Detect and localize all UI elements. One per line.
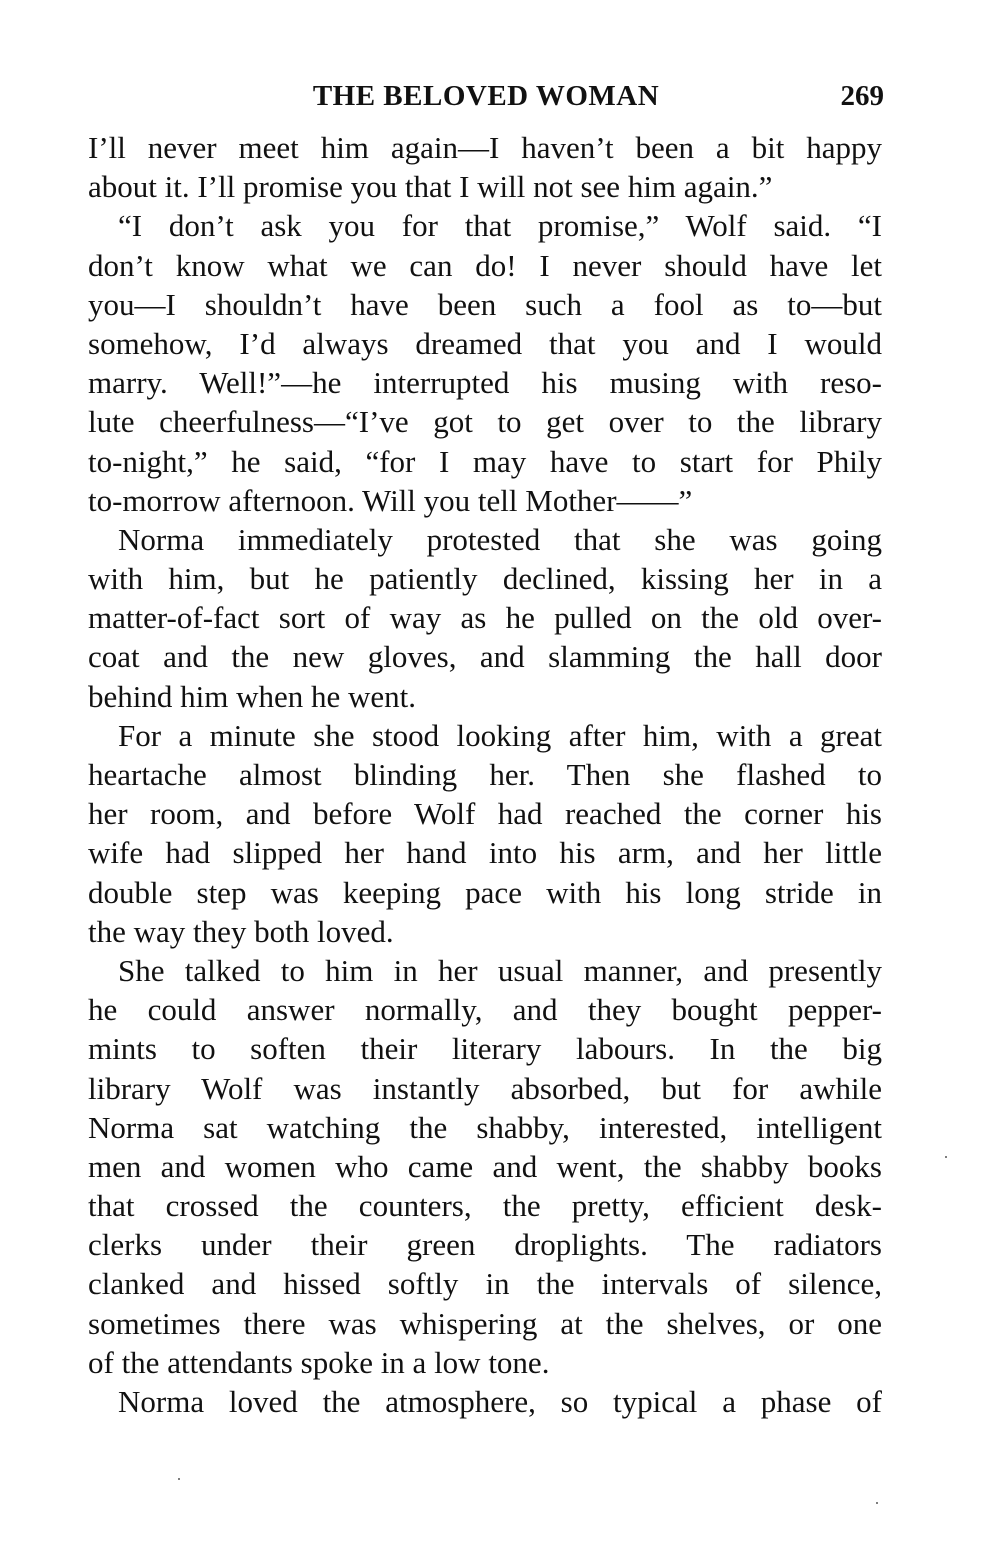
text-line: behind him when he went. [88,678,417,714]
text-line: of the attendants spoke in a low tone. [88,1344,550,1380]
text-line: to-night,” he said, “for I may have to start for Phily [88,443,882,479]
paper-speck [945,1156,947,1158]
text-line: matter-of-fact sort of way as he pulled on the old over- [88,600,882,636]
text-line: wife had slipped her hand into his arm, and her little [88,835,882,871]
text-line: the way they both loved. [88,913,394,949]
text-line: double step was keeping pace with his long stride in [88,874,882,910]
text-line: clanked and hissed softly in the intervals of silence, [88,1266,882,1302]
text-line: Norma sat watching the shabby, interested, intelligent [88,1109,882,1145]
body-text [88,128,882,1421]
text-line: somehow, I’d always dreamed that you and I would [88,325,882,361]
text-line: her room, and before Wolf had reached the corner his [88,796,882,832]
text-line: marry. Well!”—he interrupted his musing with reso- [88,365,882,401]
text-line: library Wolf was instantly absorbed, but for awhile [88,1070,882,1106]
text-line: Norma immediately protested that she was going [118,521,882,557]
text-line: mints to soften their literary labours. In the big [88,1031,882,1067]
text-line: men and women who came and went, the shabby books [88,1148,882,1184]
text-line: “I don’t ask you for that promise,” Wolf said. “I [118,208,882,244]
paper-speck [178,1478,180,1480]
text-line: don’t know what we can do! I never should have let [88,247,882,283]
text-line: he could answer normally, and they bought pepper- [88,992,882,1028]
text-line: sometimes there was whispering at the shelves, or one [88,1305,882,1341]
text-line: clerks under their green droplights. The radiators [88,1227,882,1263]
running-head [88,76,884,116]
text-line: I’ll never meet him again—I haven’t been a bit happy [88,130,882,165]
text-line: She talked to him in her usual manner, and presently [118,952,882,988]
text-line: that crossed the counters, the pretty, efficient desk- [88,1188,882,1224]
text-line: coat and the new gloves, and slamming the hall door [88,639,882,675]
text-line: Norma loved the atmosphere, so typical a phase of [118,1384,882,1419]
text-line: For a minute she stood looking after him, with a great [118,717,882,753]
page-number: 269 [840,80,884,112]
paper-speck [876,1502,878,1504]
text-line: to-morrow afternoon. Will you tell Mother——” [88,482,693,518]
text-line: about it. I’ll promise you that I will not see him again.” [88,169,773,205]
running-title: THE BELOVED WOMAN [312,80,660,112]
text-line: with him, but he patiently declined, kissing her in a [88,561,882,597]
text-line: heartache almost blinding her. Then she flashed to [88,757,882,792]
text-line: you—I shouldn’t have been such a fool as to—but [88,286,882,322]
text-line: lute cheerfulness—“I’ve got to get over to the library [88,404,882,440]
